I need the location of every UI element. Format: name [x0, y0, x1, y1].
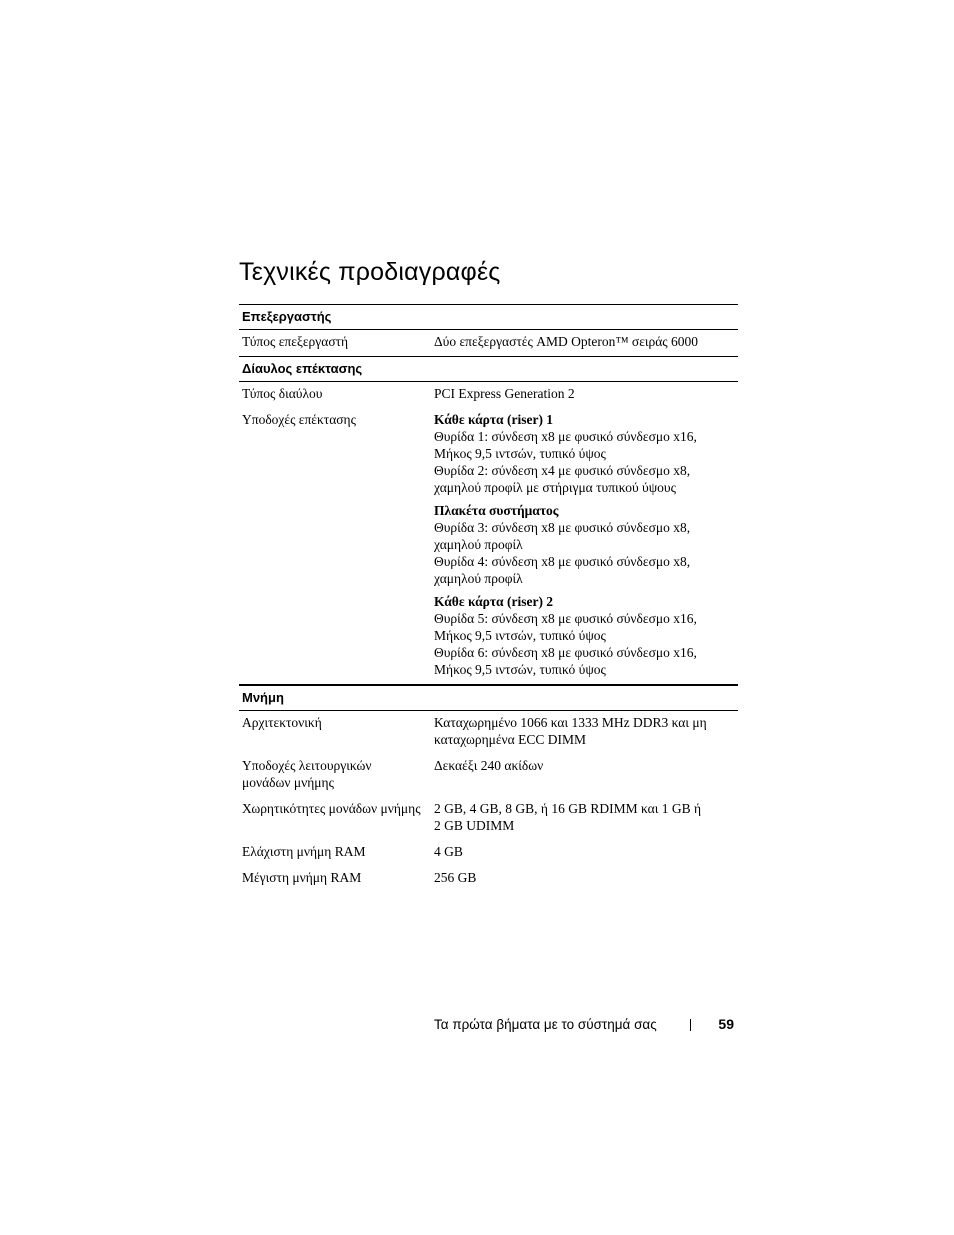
section-header: Μνήμη [239, 685, 738, 711]
spec-row [239, 840, 738, 866]
slot-line: χαμηλού προφίλ με στήριγμα τυπικού ύψους [434, 480, 676, 495]
slot-line: Θυρίδα 3: σύνδεση x8 με φυσικό σύνδεσμο x8, [434, 520, 691, 535]
page-title: Τεχνικές προδιαγραφές [239, 258, 501, 286]
spec-label [239, 800, 434, 834]
spec-label-line: Τύπος επεξεργαστή [242, 334, 349, 349]
spec-value [434, 843, 738, 860]
spec-table [239, 304, 738, 892]
spec-value [434, 333, 738, 350]
slot-line: Μήκος 9,5 ιντσών, τυπικό ύψος [434, 662, 606, 677]
spec-section [239, 356, 738, 685]
spec-row [239, 330, 738, 356]
spec-value-line: 2 GB UDIMM [434, 818, 515, 833]
spec-value-line: Δύο επεξεργαστές AMD Opteron™ σειράς 6000 [434, 334, 699, 349]
slot-line: Μήκος 9,5 ιντσών, τυπικό ύψος [434, 628, 606, 643]
slot-group [434, 411, 738, 496]
spec-section [239, 685, 738, 892]
spec-label-line: Μέγιστη μνήμη RAM [242, 870, 362, 885]
slot-line: Θυρίδα 1: σύνδεση x8 με φυσικό σύνδεσμο x16, [434, 429, 697, 444]
slot-group [434, 593, 738, 678]
spec-label [239, 714, 434, 748]
spec-value-line: 4 GB [434, 844, 463, 859]
spec-label-line: Τύπος διαύλου [242, 386, 323, 401]
slot-line: Μήκος 9,5 ιντσών, τυπικό ύψος [434, 446, 606, 461]
page-number: 59 [718, 1016, 734, 1032]
spec-label-line: Ελάχιστη μνήμη RAM [242, 844, 366, 859]
slot-group [434, 502, 738, 587]
footer-title: Τα πρώτα βήματα με το σύστημά σας [434, 1017, 657, 1032]
section-header: Δίαυλος επέκτασης [239, 356, 738, 382]
spec-row [239, 711, 738, 754]
spec-value-line: PCI Express Generation 2 [434, 386, 575, 401]
spec-value [434, 757, 738, 791]
spec-row [239, 382, 738, 408]
slot-line: Θυρίδα 6: σύνδεση x8 με φυσικό σύνδεσμο x16, [434, 645, 697, 660]
spec-value-line: 2 GB, 4 GB, 8 GB, ή 16 GB RDIMM και 1 GB ή [434, 801, 702, 816]
spec-label [239, 333, 434, 350]
spec-label-line: Υποδοχές επέκτασης [242, 412, 356, 427]
spec-value [434, 714, 738, 748]
spec-value-line: Δεκαέξι 240 ακίδων [434, 758, 544, 773]
section-header: Επεξεργαστής [239, 304, 738, 330]
spec-label-line: Χωρητικότητες μονάδων μνήμης [242, 801, 421, 816]
spec-label [239, 757, 434, 791]
slot-line: Θυρίδα 2: σύνδεση x4 με φυσικό σύνδεσμο x8, [434, 463, 691, 478]
spec-value [434, 800, 738, 834]
spec-row [239, 754, 738, 797]
spec-label [239, 385, 434, 402]
spec-label [239, 843, 434, 860]
spec-row [239, 866, 738, 892]
spec-value-line: καταχωρημένα ECC DIMM [434, 732, 586, 747]
spec-value [434, 411, 738, 678]
slot-line: χαμηλού προφίλ [434, 571, 523, 586]
spec-label [239, 869, 434, 886]
spec-value-line: Καταχωρημένο 1066 και 1333 MHz DDR3 και μη [434, 715, 707, 730]
slot-line: Θυρίδα 5: σύνδεση x8 με φυσικό σύνδεσμο x16, [434, 611, 697, 626]
spec-value [434, 385, 738, 402]
slot-group-title: Πλακέτα συστήματος [434, 503, 559, 518]
spec-value [434, 869, 738, 886]
slot-line: χαμηλού προφίλ [434, 537, 523, 552]
spec-value-line: 256 GB [434, 870, 477, 885]
slot-group-title: Κάθε κάρτα (riser) 1 [434, 412, 554, 427]
page-footer [434, 1014, 734, 1034]
spec-section [239, 304, 738, 356]
spec-label-line: Αρχιτεκτονική [242, 715, 322, 730]
spec-label [239, 411, 434, 678]
slot-line: Θυρίδα 4: σύνδεση x8 με φυσικό σύνδεσμο x8, [434, 554, 691, 569]
footer-separator [690, 1019, 691, 1031]
spec-row [239, 408, 738, 685]
slot-group-title: Κάθε κάρτα (riser) 2 [434, 594, 554, 609]
spec-row [239, 797, 738, 840]
spec-label-line: μονάδων μνήμης [242, 775, 334, 790]
spec-label-line: Υποδοχές λειτουργικών [242, 758, 372, 773]
